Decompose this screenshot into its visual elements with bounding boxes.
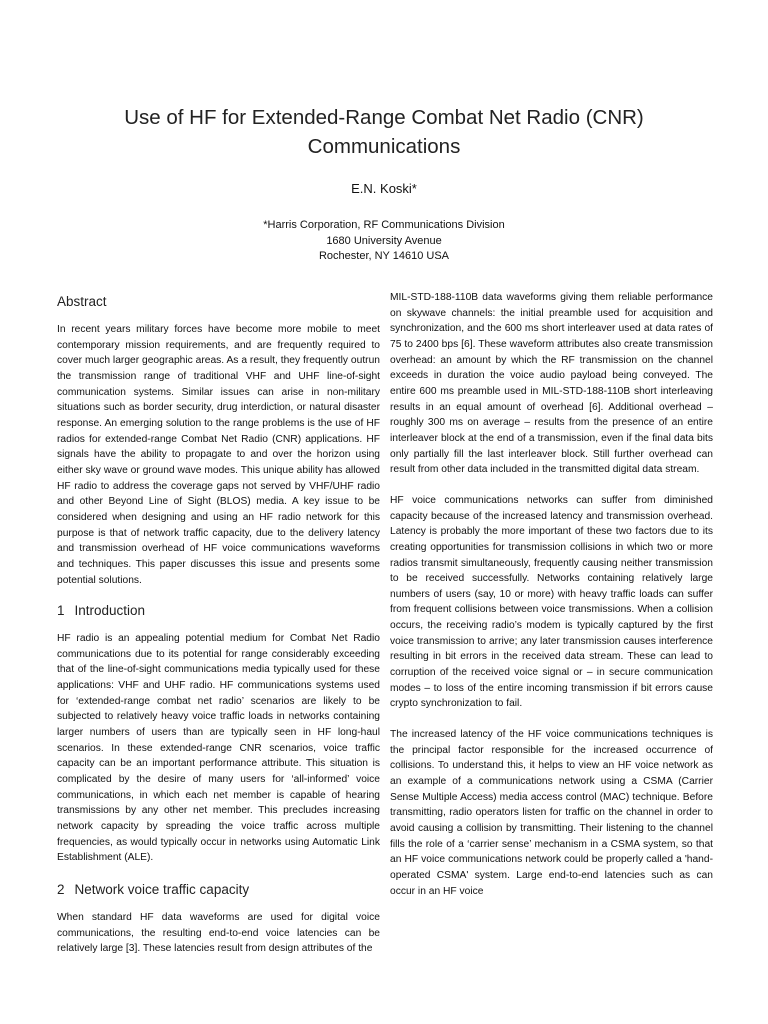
section-2-paragraph-1 [57,910,380,957]
section-1-heading [57,602,380,620]
section-1-text: HF radio is an appealing potential medium for Combat Net Radio communications due to its potential for range considerably exceeding that of the line-of-sight communications media typically used for these applications: VHF and UHF radio. HF communications systems used for ‘extended-range combat net radio’ scenarios are likely to be subjected to relatively heavy voice traffic loads in networks containing larger numbers of users than are typically seen in HF long-haul scenarios. In these extended-range CNR scenarios, voice traffic capacity can be an important performance attribute. This situation is complicated by the desire of many users for ‘all-informed’ voice communications, in which each net member is capable of hearing transmissions by any other net member. This precludes increasing network capacity by spreading the voice traffic across multiple frequencies, as would typically occur in networks using Automatic Link Establishment (ALE). [57,633,380,864]
abstract-text: In recent years military forces have become more mobile to meet contemporary mission requirements, and are frequently required to cover much larger geographic areas. As a result, they frequently outrun the transmission range of traditional VHF and UHF line-of-sight communication systems. Similar issues can arise in non-military situations such as border security, drug interdiction, or natural disaster response. An emerging solution to the range problems is the use of HF radios for extended-range Combat Net Radio (CNR) applications. HF signals have the ability to propagate to and over the horizon using either sky wave or ground wave modes. This unique ability has allowed HF radio to address the coverage gaps not served by VHF/UHF radio and other Beyond Line of Sight (BLOS) media. A key issue to be considered when designing and using an HF radio network for this purpose is that of network traffic capacity, due to the delivery latency and transmission overhead of HF voice communications waveforms and techniques. This paper discusses this issue and presents some potential solutions. [57,324,380,586]
title-line-1: Use of HF for Extended-Range Combat Net Radio (CNR) [124,106,644,129]
section-2-number: 2 [57,882,65,897]
section-2-paragraph-2: HF voice communications networks can suffer from diminished capacity because of the increased latency and transmission overhead. Latency is probably the more important of these two factors due to its creating opportunities for transmission collisions in which two or more radios transmit simultaneously, frequently causing neither transmission to be received successfully. Networks containing relatively large numbers of users (say, 10 or more) with heavy traffic loads can suffer from frequent collisions between voice transmissions. When a collision occurs, the receiving radio’s modem is typically captured by the first voice transmission to arrive; any later transmission causes interference resulting in bit errors in the received data stream. These can lead to corruption of the received voice signal or – in secure communication modes – to loss of the entire incoming transmission if bit errors cause crypto synchronization to fail. [390,494,713,710]
section-2-title: Network voice traffic capacity [74,882,250,897]
section-2-paragraph-1-text: When standard HF data waveforms are used for digital voice communications, the resulting end-to-end voice latencies can be relatively large [3]. These latencies result from design attributes of the [57,912,380,955]
section-1-number: 1 [57,603,65,619]
title-line-2: Communications [307,135,461,158]
affiliation-line-2: 1680 University Avenue [326,234,442,247]
affiliation-line-3: Rochester, NY 14610 USA [318,250,450,262]
section-1-title: Introduction [74,603,146,619]
paper-title [0,103,768,161]
affiliation-line-1: *Harris Corporation, RF Communications Division [263,219,505,231]
section-2-paragraph-1-continued: MIL-STD-188-110B data waveforms giving them reliable performance on skywave channels: the initial preamble used for acquisition and synchronization, and the 600 ms short interleaver used at data rates of 75 to 2400 bps [6]. These waveform attributes also create transmission overhead: an amount by which the RF transmission on the channel exceeds in duration the voice audio payload being conveyed. The entire 600 ms preamble used in MIL-STD-188-110B short interleaving results in an equal amount of overhead [6]. Additional overhead – roughly 300 ms on average – results from the presence of an entire interleaver block at the end of a transmission, even if the final data bits only partially fill the last interleaver block. Still further overhead can result from other data included in the transmitted digital data stream. [390,292,713,476]
affiliation [0,218,768,265]
right-column [390,290,713,914]
left-column [57,290,380,972]
section-2-paragraph-3: The increased latency of the HF voice communications techniques is the principal factor responsible for the increased occurrence of collisions. To understand this, it helps to view an HF voice network as an example of a communications network using a CSMA (Carrier Sense Multiple Access) media access control (MAC) technique. Before transmitting, radio operators listen for traffic on the channel in order to avoid causing a collision by transmitting. Their listening to the channel fills the role of a ‘carrier sense’ mechanism in a CSMA system, so that an HF voice communications network could be properly called a 'hand-operated CSMA' system. Large end-to-end latencies such as can occur in an HF voice [390,729,713,897]
author: E.N. Koski* [351,181,417,196]
section-2-heading [57,881,380,899]
abstract-heading: Abstract [57,294,107,309]
